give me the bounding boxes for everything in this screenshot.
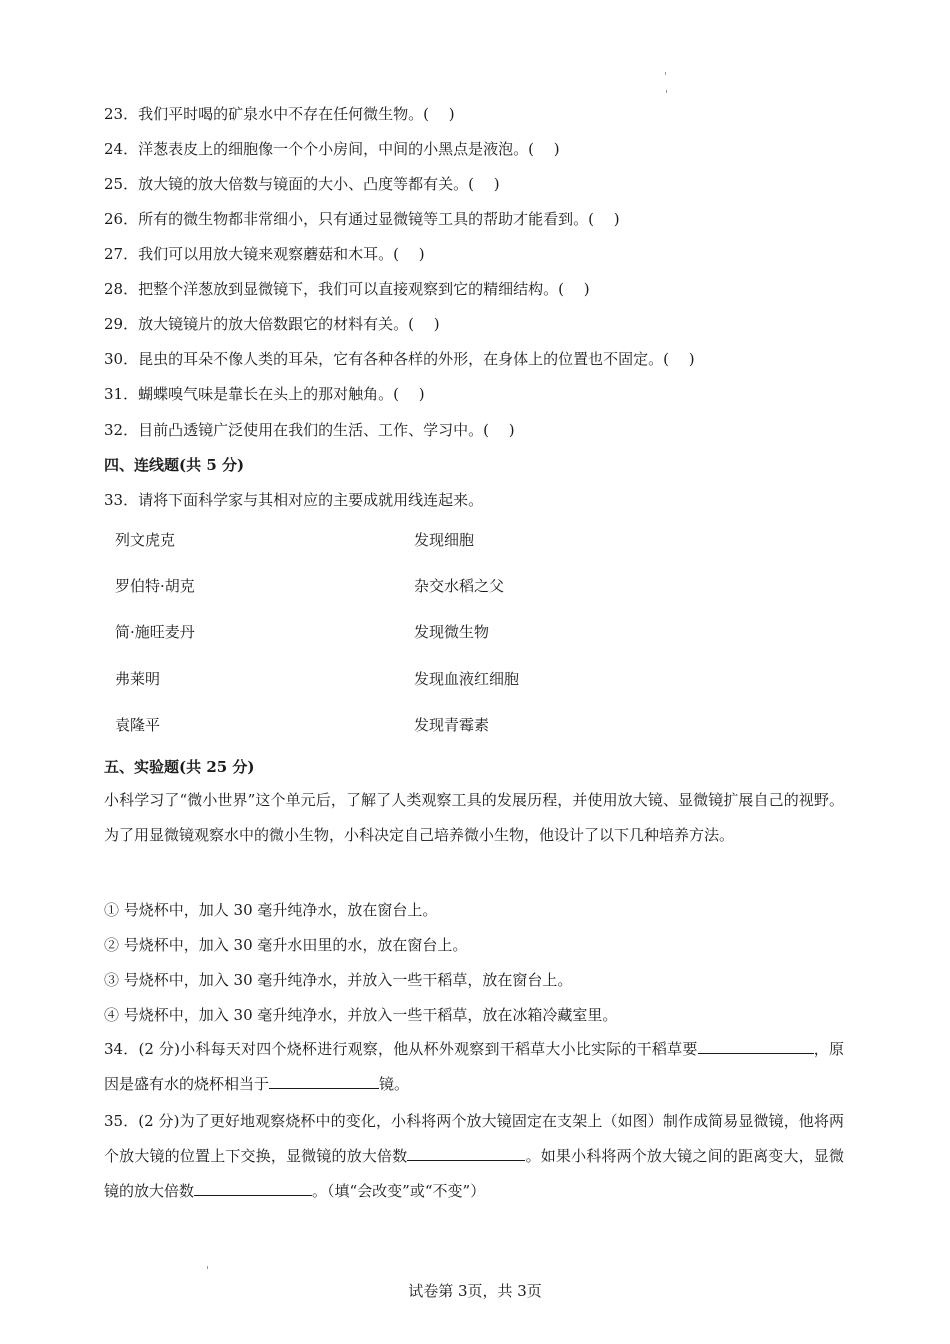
- question-32: 32．目前凸透镜广泛使用在我们的生活、工作、学习中。( ): [104, 421, 515, 439]
- section-4-heading: 四、连线题(共 5 分): [104, 456, 245, 474]
- scientist-item: 列文虎克: [115, 531, 176, 549]
- achievement-item: 杂交水稻之父: [414, 577, 505, 595]
- question-24: 24．洋葱表皮上的细胞像一个个小房间，中间的小黑点是液泡。( ): [104, 140, 560, 158]
- achievement-item: 发现微生物: [414, 623, 490, 641]
- scan-speck: [665, 72, 666, 75]
- question-33: 33．请将下面科学家与其相对应的主要成就用线连起来。: [104, 491, 484, 509]
- scientist-item: 袁隆平: [115, 716, 161, 734]
- question-35-text-1: 35．(2 分)为了更好地观察烧杯中的变化，小科将两个放大镜固定在支架上（如图）制作成简易显微镜，他将两个放大镜的位置上下交换，显微镜的放大倍数: [104, 1112, 844, 1165]
- achievement-item: 发现青霉素: [414, 716, 490, 734]
- answer-blank-35a[interactable]: [407, 1146, 525, 1161]
- question-34-text-1: 34．(2 分)小科每天对四个烧杯进行观察，他从杯外观察到干稻草大小比实际的干稻草要: [104, 1040, 698, 1058]
- question-27: 27．我们可以用放大镜来观察蘑菇和木耳。( ): [104, 245, 425, 263]
- scan-speck: [666, 90, 667, 93]
- scientist-item: 简·施旺麦丹: [115, 623, 195, 641]
- question-30: 30．昆虫的耳朵不像人类的耳朵，它有各种各样的外形，在身体上的位置也不固定。( ): [104, 350, 695, 368]
- answer-blank-34a[interactable]: [698, 1039, 790, 1054]
- question-23: 23．我们平时喝的矿泉水中不存在任何微生物。( ): [104, 105, 455, 123]
- method-3: ③ 号烧杯中，加入 30 毫升纯净水，并放入一些干稻草，放在窗台上。: [104, 971, 573, 989]
- achievement-item: 发现血液红细胞: [414, 670, 520, 688]
- scan-speck: [207, 1266, 208, 1269]
- answer-blank-35b[interactable]: [194, 1181, 312, 1196]
- question-25: 25．放大镜的放大倍数与镜面的大小、凸度等都有关。( ): [104, 175, 500, 193]
- experiment-intro: 小科学习了“微小世界”这个单元后，了解了人类观察工具的发展历程，并使用放大镜、显微镜扩展自己的视野。为了用显微镜观察水中的微小生物，小科决定自己培养微小生物，他设计了以下几种培养方法。: [104, 791, 844, 844]
- scientist-item: 罗伯特·胡克: [115, 577, 195, 595]
- question-34-text-3: 镜。: [379, 1075, 410, 1093]
- question-29: 29．放大镜镜片的放大倍数跟它的材料有关。( ): [104, 315, 440, 333]
- question-34: [104, 1032, 844, 1102]
- method-1: ① 号烧杯中，加人 30 毫升纯净水，放在窗台上。: [104, 901, 438, 919]
- page-footer: 试卷第 3页，共 3页: [408, 1282, 542, 1300]
- section-5-heading: 五、实验题(共 25 分): [104, 758, 255, 776]
- question-28: 28．把整个洋葱放到显微镜下，我们可以直接观察到它的精细结构。( ): [104, 280, 590, 298]
- question-34-text-2: ，原因是盛有水的烧杯相当于: [104, 1040, 844, 1093]
- question-26: 26．所有的微生物都非常细小，只有通过显微镜等工具的帮助才能看到。( ): [104, 210, 620, 228]
- method-2: ② 号烧杯中，加入 30 毫升水田里的水，放在窗台上。: [104, 936, 468, 954]
- answer-blank-34b[interactable]: [269, 1074, 379, 1089]
- question-35-text-2: 。如果小科将两个放大镜之间的距离变大，显微镜的放大倍数: [104, 1147, 844, 1200]
- question-31: 31．蝴蝶嗅气味是靠长在头上的那对触角。( ): [104, 385, 425, 403]
- question-35-text-3: 。（填“会改变”或“不变”）: [312, 1182, 486, 1200]
- achievement-item: 发现细胞: [414, 531, 475, 549]
- scientist-item: 弗莱明: [115, 670, 161, 688]
- method-4: ④ 号烧杯中，加入 30 毫升纯净水，并放入一些干稻草，放在冰箱冷藏室里。: [104, 1006, 618, 1024]
- question-35: [104, 1104, 844, 1209]
- answer-blank-34a-cont[interactable]: [790, 1039, 814, 1054]
